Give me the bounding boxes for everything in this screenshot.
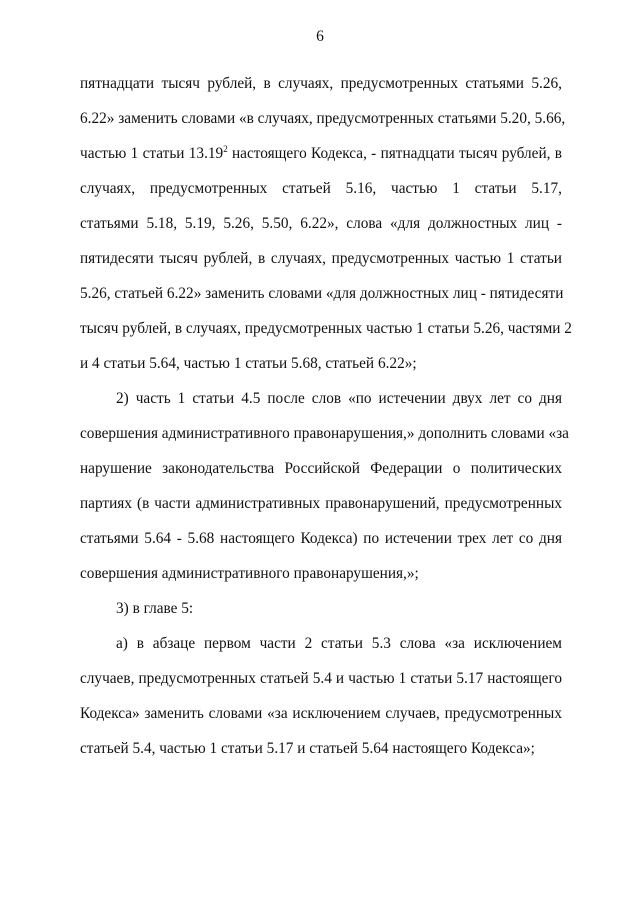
text-line: нарушение законодательства Российской Федерации о политических: [80, 460, 562, 477]
text-line: Кодекса» заменить словами «за исключением случаев, предусмотренных: [80, 705, 562, 722]
paragraph-first-line: 3) в главе 5:: [116, 600, 194, 617]
text-line: 6.22» заменить словами «в случаях, предусмотренных статьями 5.20, 5.66,: [80, 110, 566, 127]
text-line: случаев, предусмотренных статьей 5.4 и частью 1 статьи 5.17 настоящего: [80, 670, 562, 687]
text-line: партиях (в части административных правонарушений, предусмотренных: [80, 495, 562, 512]
text-line: тысяч рублей, в случаях, предусмотренных частью 1 статьи 5.26, частями 2: [80, 320, 572, 337]
text-line: и 4 статьи 5.64, частью 1 статьи 5.68, статьей 6.22»;: [80, 355, 417, 372]
text-line: случаях, предусмотренных статьей 5.16, частью 1 статьи 5.17,: [80, 180, 562, 197]
text-fragment: частью 1 статьи 13.19: [80, 145, 224, 162]
text-line: статьями 5.64 - 5.68 настоящего Кодекса) по истечении трех лет со дня: [80, 530, 562, 547]
text-line: совершения административного правонарушения,»;: [80, 565, 419, 582]
text-line: пятнадцати тысяч рублей, в случаях, предусмотренных статьями 5.26,: [80, 75, 562, 92]
text-line: статьями 5.18, 5.19, 5.26, 5.50, 6.22», слова «для должностных лиц -: [80, 215, 562, 232]
text-fragment: настоящего Кодекса, - пятнадцати тысяч рублей, в: [227, 145, 562, 162]
paragraph-first-line: 2) часть 1 статьи 4.5 после слов «по истечении двух лет со дня: [116, 390, 562, 407]
text-line: статьей 5.4, частью 1 статьи 5.17 и статьей 5.64 настоящего Кодекса»;: [80, 740, 535, 757]
text-line: пятидесяти тысяч рублей, в случаях, предусмотренных частью 1 статьи: [80, 250, 562, 267]
text-line: совершения административного правонарушения,» дополнить словами «за: [80, 425, 569, 442]
paragraph-first-line: а) в абзаце первом части 2 статьи 5.3 слова «за исключением: [116, 635, 562, 652]
superscript: 2: [223, 144, 228, 154]
text-line: 5.26, статьей 6.22» заменить словами «для должностных лиц - пятидесяти: [80, 285, 564, 302]
page-number: 6: [316, 28, 324, 45]
text-line: [80, 144, 562, 164]
